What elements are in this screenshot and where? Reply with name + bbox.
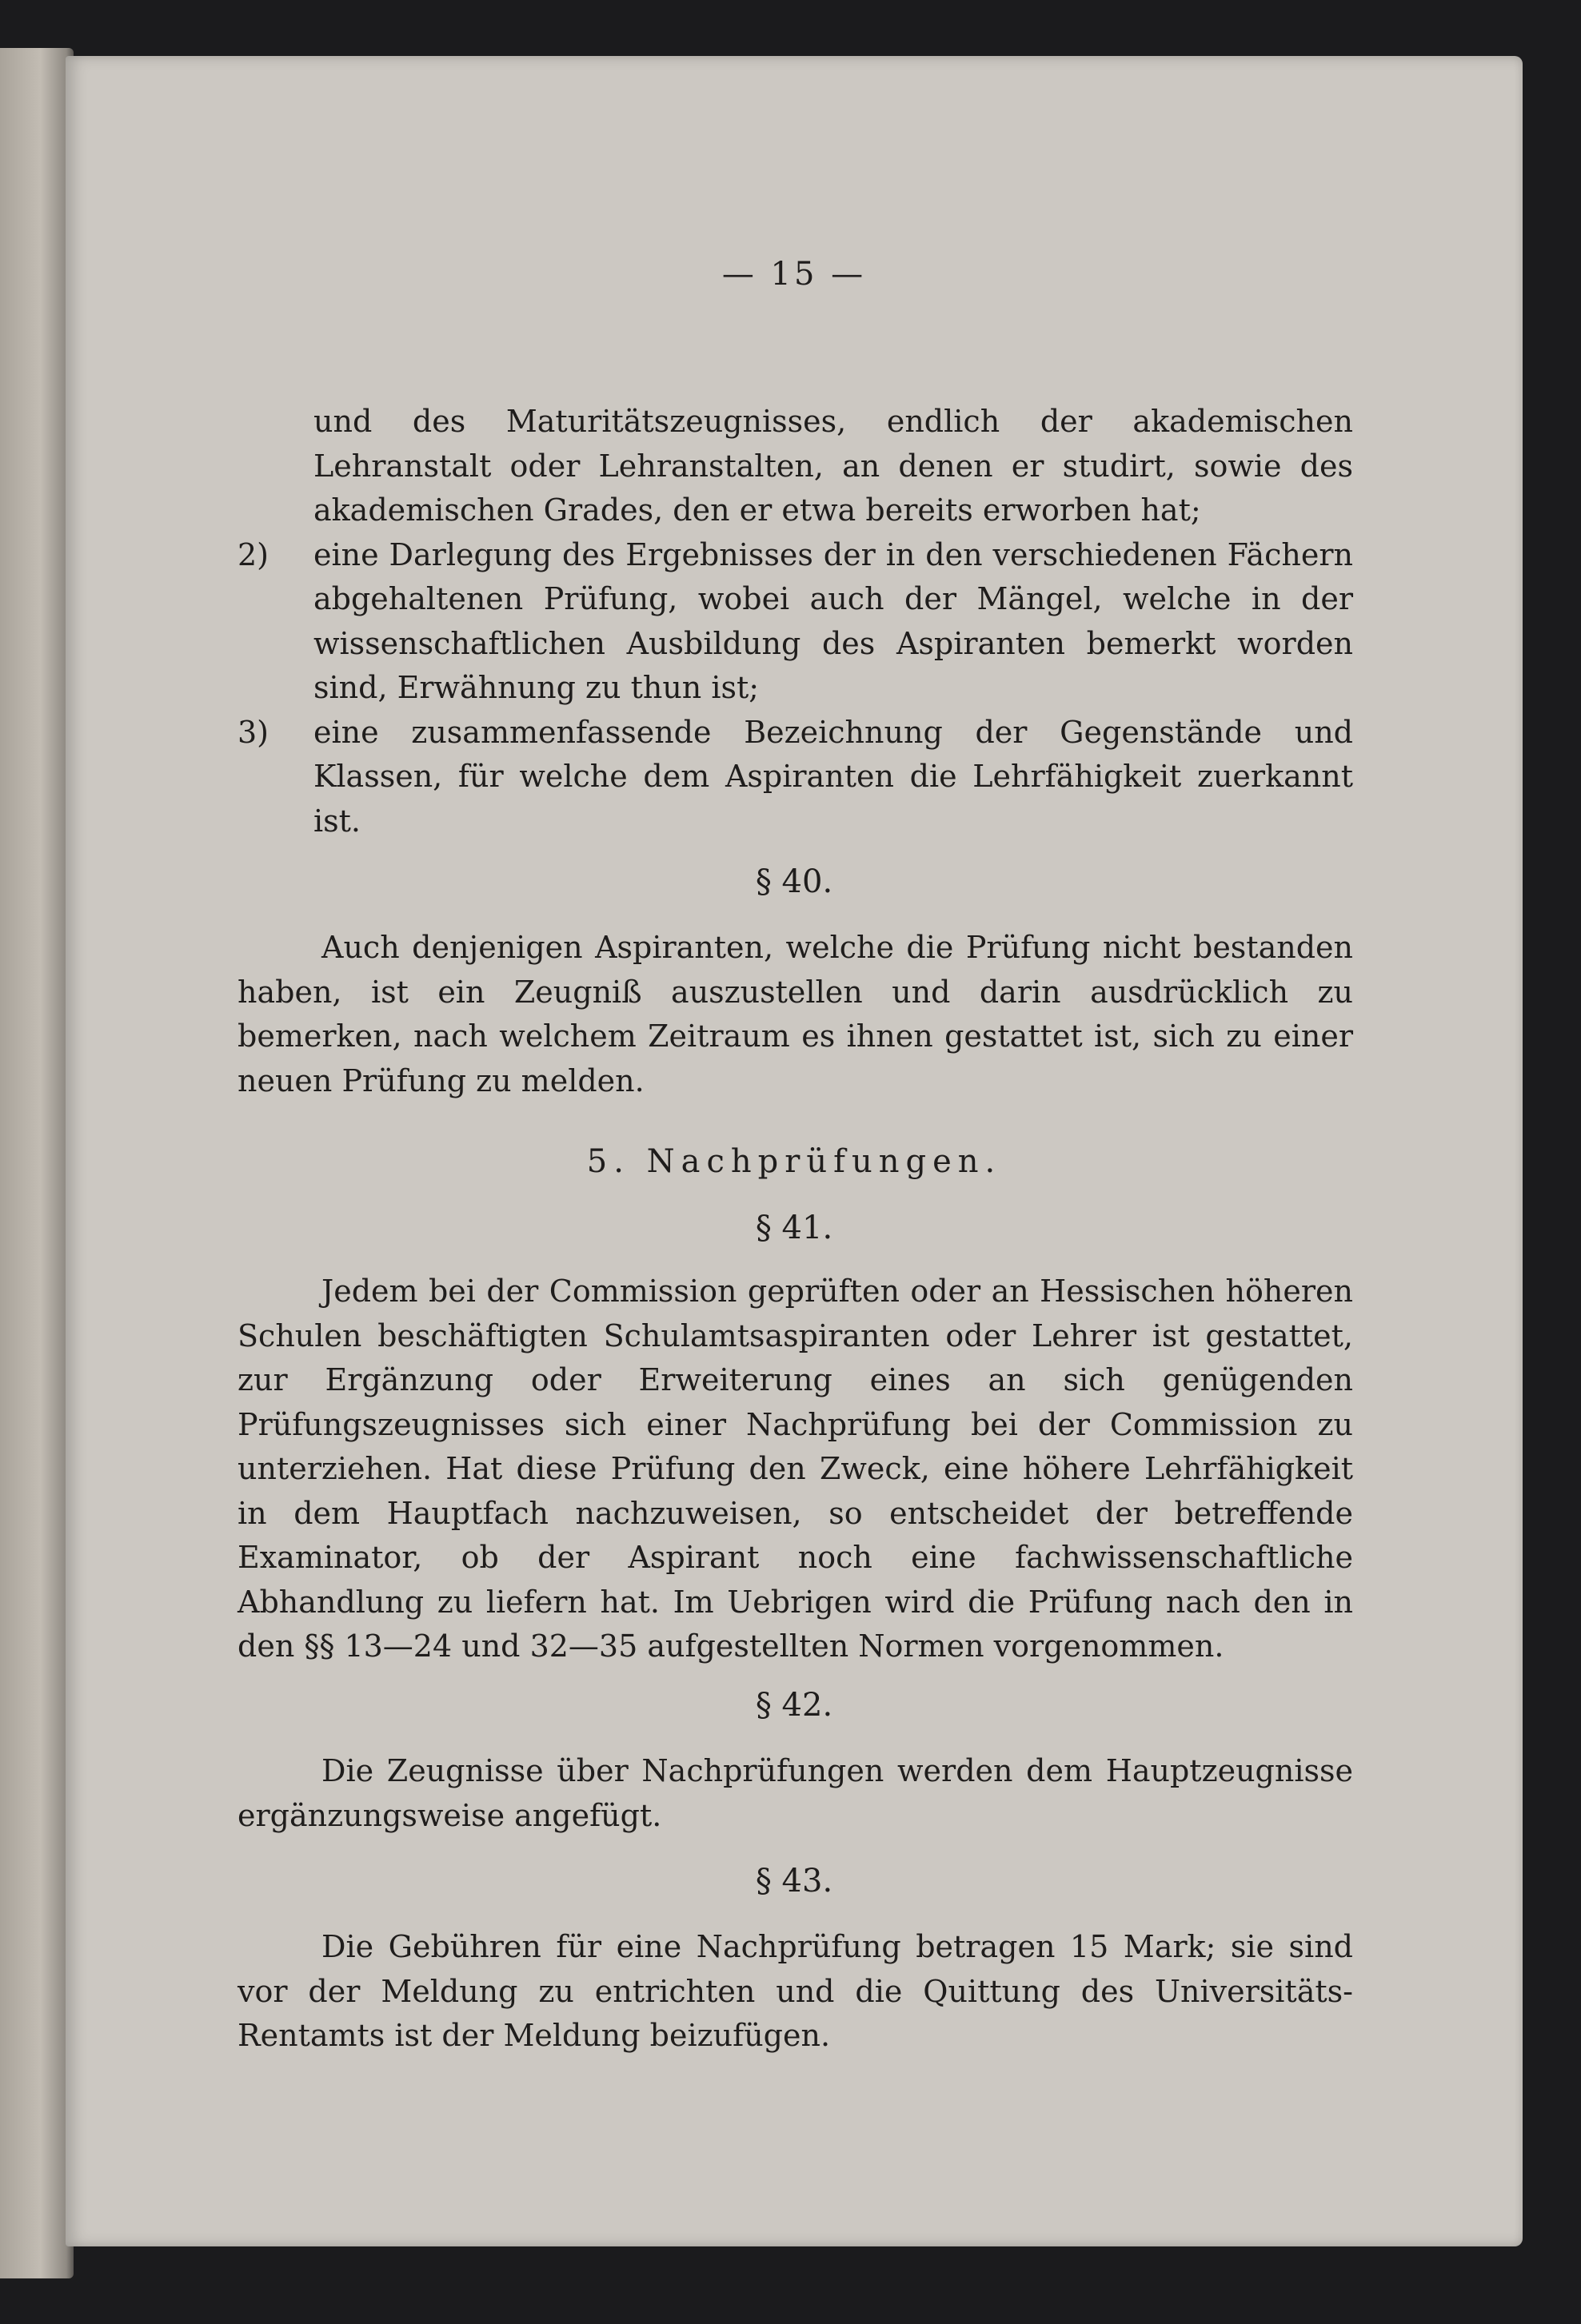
section-heading-42: § 42. [755, 1687, 833, 1724]
section-text-41: Jedem bei der Commission geprüften oder an Hessischen höheren Schulen beschäftigten Schulamtsaspiranten oder Lehrer ist gestattet, zur Ergänzung oder Erweiterung eines an sich genügenden Prüfungszeugnisses sich einer Nachprüfung bei der Commission zu unterziehen. Hat diese Prüfung den Zweck, eine höhere Lehrfähigkeit in dem Hauptfach nachzuweisen, so entscheidet der betreffende Examinator, ob der Aspirant noch eine fachwissenschaftliche Abhandlung zu liefern hat. Im Uebrigen wird die Prüfung nach den in den §§ 13—24 und 32—35 aufgestellten Normen vorgenommen. [238, 1274, 1353, 1664]
intro-block [238, 400, 1353, 843]
list-item-number: 3) [238, 714, 269, 750]
section-heading-40: § 40. [755, 863, 833, 900]
page-number: — 15 — [721, 256, 867, 293]
intro-text: und des Maturitätszeugnisses, endlich der akademischen Lehranstalt oder Lehranstalten, an denen er studirt, sowie des akademischen Grades, den er etwa bereits erworben hat; [313, 404, 1353, 528]
section-heading-41: § 41. [755, 1210, 833, 1246]
list-item-text: eine zusammenfassende Bezeichnung der Gegenstände und Klassen, für welche dem Aspiranten die Lehrfähigkeit zuerkannt ist. [313, 714, 1353, 839]
book-page [66, 56, 1523, 2246]
list-item-number: 2) [238, 536, 269, 572]
section-heading-43: § 43. [755, 1863, 833, 1899]
list-item-3 [238, 711, 1353, 844]
list-item-2 [238, 533, 1353, 711]
list-item-1-continuation [238, 400, 1353, 533]
list-item-text: eine Darlegung des Ergebnisses der in den verschiedenen Fächern abgehaltenen Prüfung, wobei auch der Mängel, welche in der wissenschaftlichen Ausbildung des Aspiranten bemerkt worden sind, Erwähnung zu thun ist; [313, 536, 1353, 705]
section-text-43: Die Gebühren für eine Nachprüfung betragen 15 Mark; sie sind vor der Meldung zu entrichten und die Quittung des Universitäts-Rentamts ist der Meldung beizufügen. [238, 1929, 1353, 2053]
section-text-42: Die Zeugnisse über Nachprüfungen werden dem Hauptzeugnisse ergänzungsweise angefügt. [238, 1753, 1353, 1833]
section-text-40: Auch denjenigen Aspiranten, welche die Prüfung nicht bestanden haben, ist ein Zeugniß auszustellen und darin ausdrücklich zu bemerken, nach welchem Zeitraum es ihnen gestattet ist, sich zu einer neuen Prüfung zu melden. [238, 930, 1353, 1098]
chapter-heading: 5. Nachprüfungen. [586, 1143, 1002, 1180]
left-page-edge [0, 48, 74, 2278]
